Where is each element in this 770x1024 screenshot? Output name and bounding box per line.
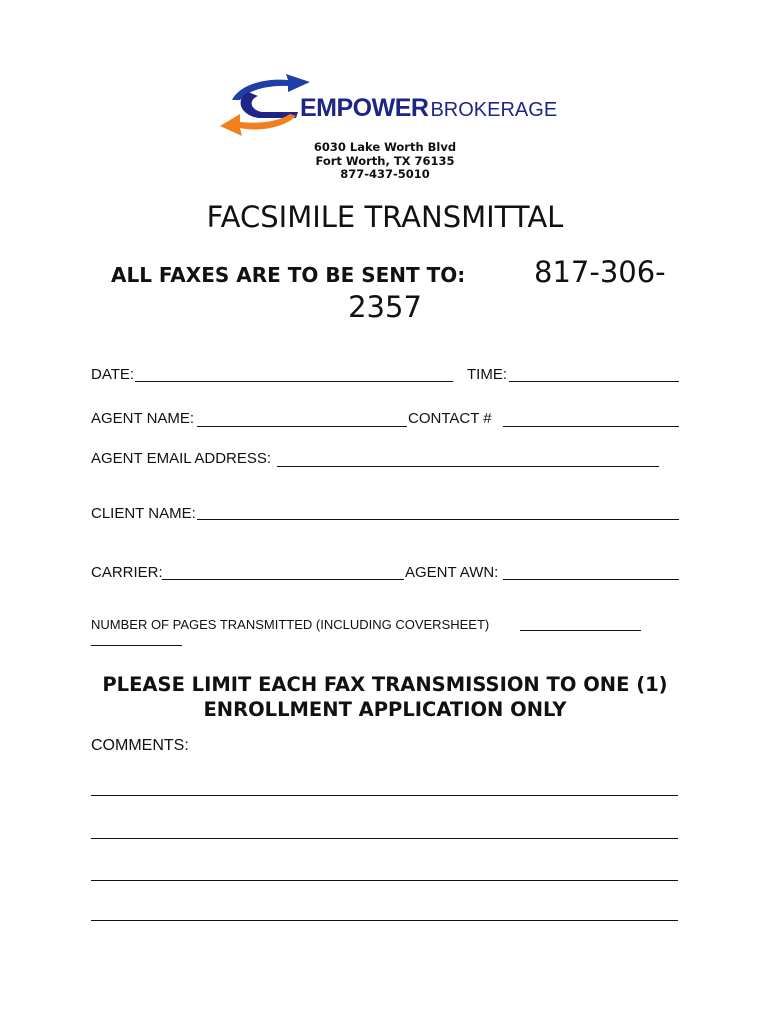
fax-number-part2: 2357 (348, 290, 422, 324)
time-field[interactable] (509, 381, 679, 382)
agent-name-label: AGENT NAME: (91, 410, 195, 427)
carrier-field[interactable] (162, 579, 404, 580)
send-to-label: ALL FAXES ARE TO BE SENT TO: (111, 263, 466, 287)
date-label: DATE: (91, 366, 135, 383)
fax-number-part1: 817-306- (534, 255, 666, 289)
agent-email-field[interactable] (277, 466, 659, 467)
logo-word-empower: EMPOWER (300, 94, 429, 122)
comments-label: COMMENTS: (91, 737, 189, 754)
client-name-field[interactable] (197, 519, 679, 520)
limit-notice-line2: ENROLLMENT APPLICATION ONLY (203, 698, 567, 721)
agent-name-field[interactable] (197, 426, 407, 427)
address-phone: 877-437-5010 (340, 167, 430, 181)
comments-line-4[interactable] (91, 920, 678, 921)
limit-notice (0, 672, 770, 722)
agent-awn-label: AGENT AWN: (405, 564, 499, 581)
comments-line-2[interactable] (91, 838, 678, 839)
comments-line-1[interactable] (91, 795, 678, 796)
comments-line-3[interactable] (91, 880, 678, 881)
date-field[interactable] (135, 381, 453, 382)
pages-field[interactable] (520, 630, 641, 631)
client-name-label: CLIENT NAME: (91, 505, 196, 522)
address-street: 6030 Lake Worth Blvd (313, 140, 457, 154)
agent-awn-field[interactable] (503, 579, 679, 580)
navy-swoosh-icon (241, 92, 298, 118)
contact-field[interactable] (503, 426, 679, 427)
logo-word-brokerage: BROKERAGE (430, 99, 558, 121)
page-title: FACSIMILE TRANSMITTAL (206, 200, 564, 234)
carrier-label: CARRIER: (91, 564, 163, 581)
agent-email-label: AGENT EMAIL ADDRESS: (91, 450, 272, 467)
pages-label: NUMBER OF PAGES TRANSMITTED (INCLUDING COVERSHEET) (91, 617, 490, 632)
time-label: TIME: (467, 366, 507, 383)
company-address (0, 141, 770, 182)
limit-notice-line1: PLEASE LIMIT EACH FAX TRANSMISSION TO ONE (1) (102, 673, 668, 696)
logo-wordmark (300, 96, 557, 121)
pages-field-continued[interactable] (91, 645, 182, 646)
contact-label: CONTACT # (408, 410, 492, 427)
address-city: Fort Worth, TX 76135 (315, 153, 455, 168)
